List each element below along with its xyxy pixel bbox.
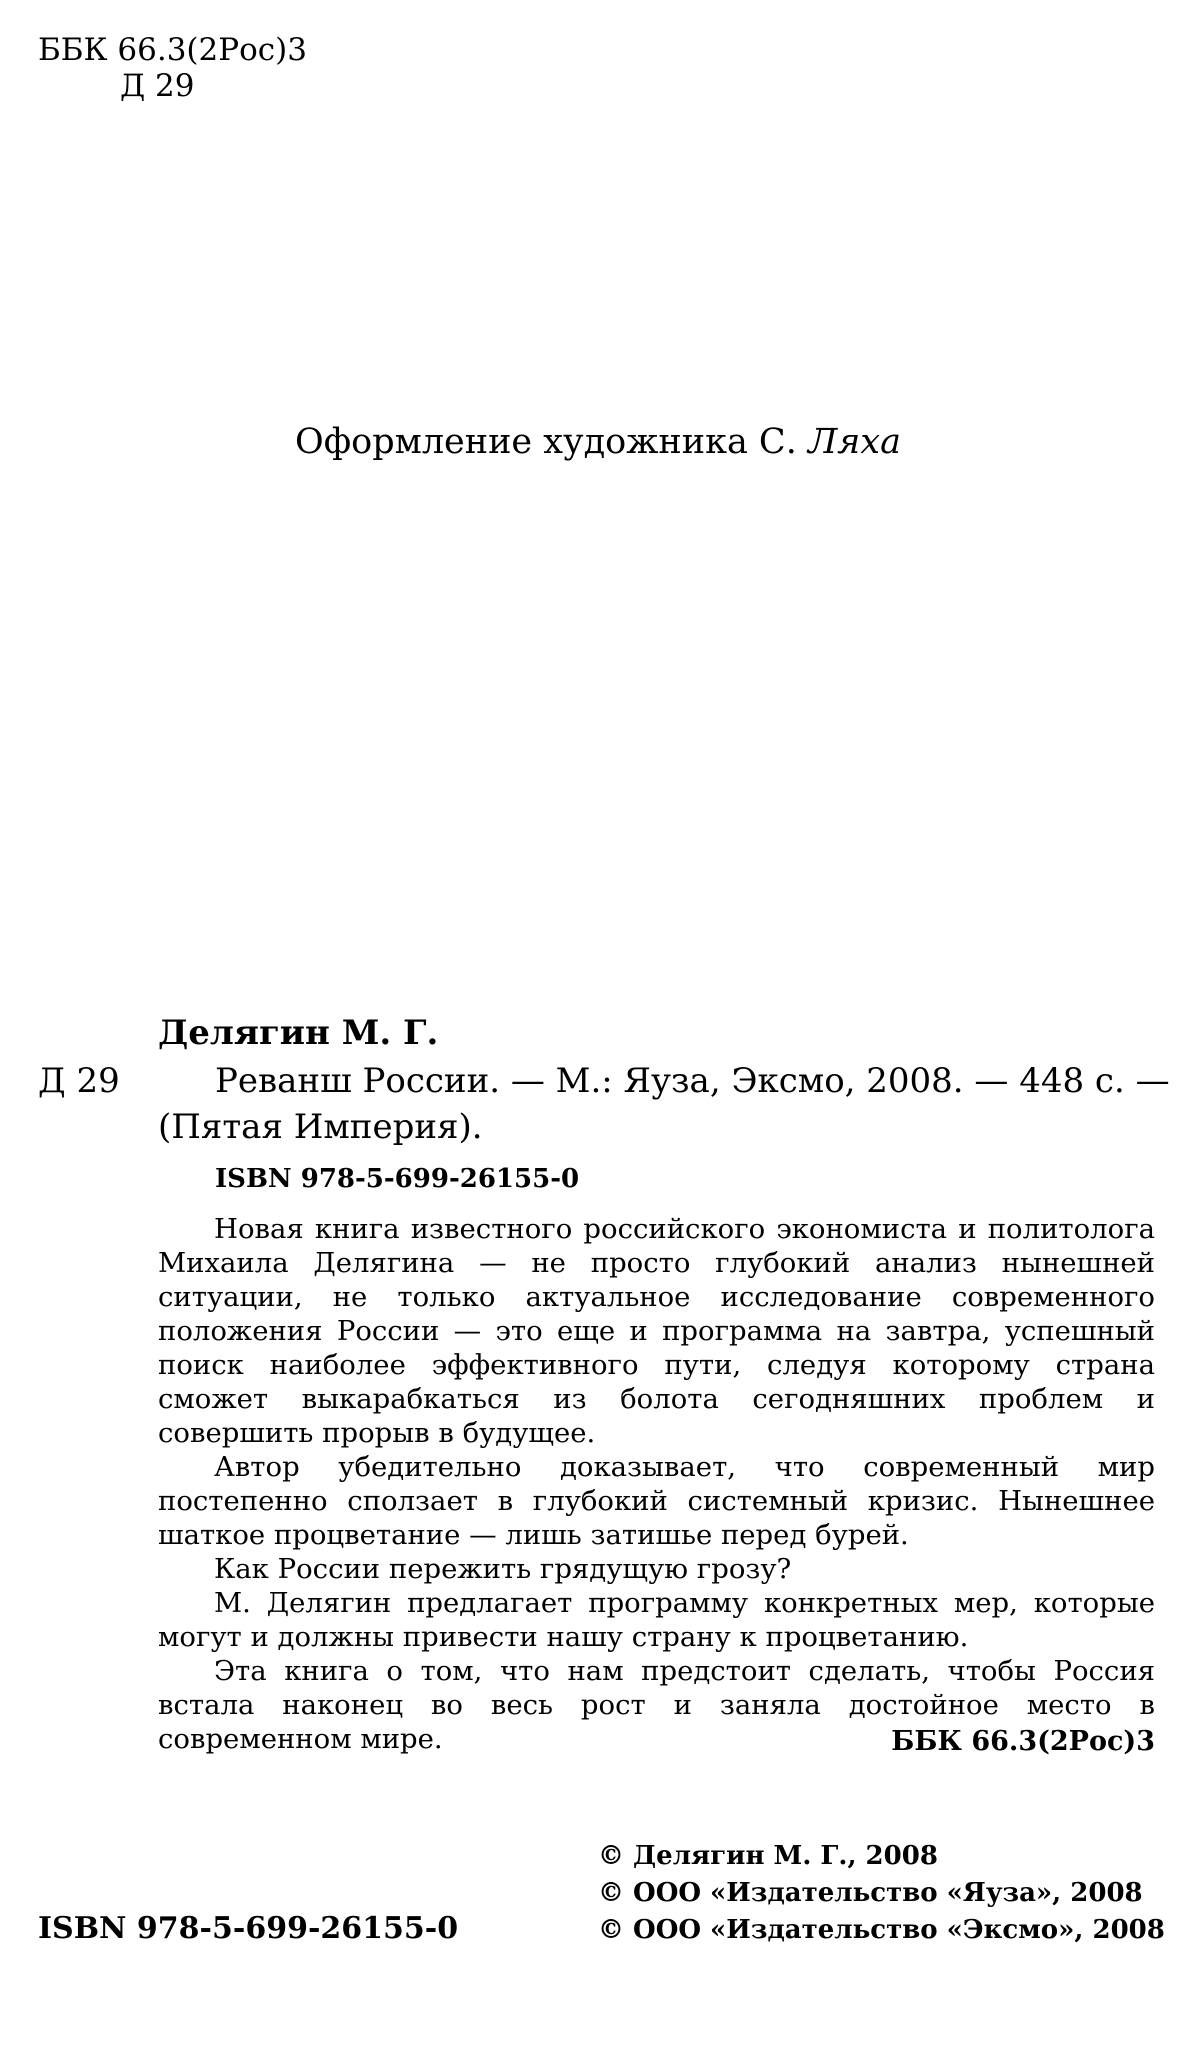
bbk-code-bottom: ББК 66.3(2Рос)3 (891, 1726, 1155, 1757)
abstract-paragraph: Автор убедительно доказывает, что современный мир постепенно сползает в глубокий системный кризис. Нынешнее шаткое процветание — лишь затишье перед бурей. (158, 1451, 1155, 1551)
abstract-paragraph: Новая книга известного российского экономиста и политолога Михаила Делягина — не просто глубокий анализ нынешней ситуации, не только актуальное исследование современного положения России — это еще и программа на завтра, успешный поиск наиболее эффективного пути, следуя которому страна сможет выкарабкаться из болота сегодняшних проблем и совершить прорыв в будущее. (158, 1213, 1155, 1449)
author-mark-top: Д 29 (120, 68, 195, 104)
catalog-title-line: Реванш России. — М.: Яуза, Эксмо, 2008. — 448 с. — (215, 1061, 1170, 1101)
abstract-paragraph: М. Делягин предлагает программу конкретных мер, которые могут и должны привести нашу страну к процветанию. (158, 1587, 1155, 1653)
designer-name: Ляха (807, 422, 901, 462)
copyright-line: © ООО «Издательство «Яуза», 2008 (598, 1878, 1143, 1908)
designer-credit-prefix: Оформление художника С. (295, 422, 808, 462)
catalog-isbn: ISBN 978-5-699-26155-0 (215, 1164, 580, 1194)
isbn-bottom: ISBN 978-5-699-26155-0 (38, 1911, 459, 1946)
book-abstract (158, 1212, 1155, 1756)
abstract-paragraph: Как России пережить грядущую грозу? (214, 1553, 792, 1585)
bbk-code-top: ББК 66.3(2Рос)3 (38, 32, 307, 68)
catalog-series: (Пятая Империя). (158, 1107, 483, 1147)
catalog-author: Делягин М. Г. (158, 1013, 439, 1053)
copyright-line: © Делягин М. Г., 2008 (598, 1841, 938, 1871)
abstract-paragraph: Эта книга о том, что нам предстоит сделать, чтобы Россия встала наконец во весь рост и заняла достойное место в современном мире. (158, 1655, 1155, 1755)
copyright-line: © ООО «Издательство «Эксмо», 2008 (598, 1915, 1165, 1945)
copyright-block (598, 1838, 1165, 1949)
designer-credit (0, 420, 1196, 464)
catalog-author-mark: Д 29 (38, 1061, 120, 1101)
